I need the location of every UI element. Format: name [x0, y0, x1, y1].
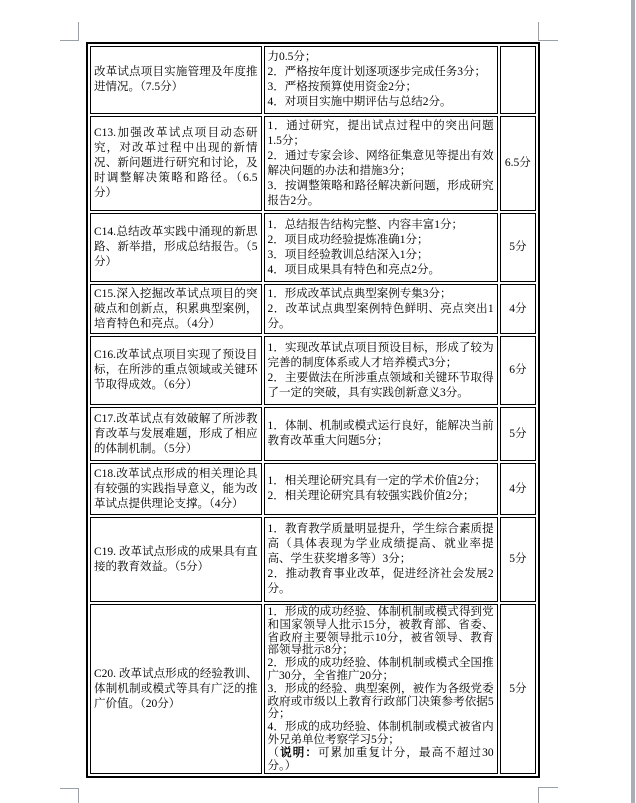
detail-line: 1．通过研究，提出试点过程中的突出问题1.5分； [267, 119, 494, 147]
scoring-details-cell [264, 517, 498, 602]
detail-line: 3．严格按预算使用资金2分； [267, 81, 418, 93]
criteria-cell: C19. 改革试点形成的成果具有直接的教育效益。（5分） [90, 517, 262, 602]
table-row-C15 [90, 284, 536, 334]
score-cell: 5分 [500, 517, 536, 602]
score-cell [500, 46, 536, 114]
score-cell: 4分 [500, 284, 536, 334]
table-row-C12-continued [90, 46, 536, 114]
detail-line: 1．实现改革试点项目预设目标，形成了较为完善的制度体系或人才培养模式3分； [267, 341, 494, 369]
detail-line: 3．项目经验教训总结深入1分； [267, 248, 429, 261]
detail-line: 3．形成的经验、典型案例，被作为各级党委政府或市级以上教育行政部门决策参考依据5分； [267, 682, 494, 721]
detail-line: 2．形成的成功经验、体制机制或模式全国推广30分，全省推广20分； [267, 657, 494, 682]
margin-crop-mark-bottom-left [60, 788, 79, 789]
score-cell: 6分 [500, 336, 536, 405]
table-row-C13 [90, 116, 536, 211]
margin-crop-mark-top-left [60, 40, 79, 41]
margin-crop-mark-bottom-right [538, 787, 558, 788]
table-row-C20 [90, 604, 536, 774]
detail-line: 4．项目成果具有特色和亮点2分。 [267, 263, 441, 276]
detail-line: 3．按调整策略和路径解决新问题，形成研究报告2分。 [267, 179, 494, 207]
note-label: 说明： [280, 746, 319, 759]
score-cell: 5分 [500, 407, 536, 461]
detail-line: 1．总结报告结构完整、内容丰富1分； [267, 218, 464, 231]
score-cell: 5分 [500, 213, 536, 282]
scoring-details-cell [264, 213, 498, 282]
detail-line: 2．推动教育事业改革，促进经济社会发展2分。 [267, 568, 494, 595]
scoring-details-cell [264, 407, 498, 461]
detail-line: 1．形成的成功经验、体制机制或模式得到党和国家领导人批示15分，被教育部、省委、省政府主要领导批示10分，被省领导、教育部领导批示8分； [267, 606, 494, 657]
note-prefix: （ [267, 746, 281, 759]
scoring-details-cell [264, 336, 498, 405]
margin-crop-mark-bottom-right [538, 787, 539, 803]
detail-line: 2．严格按年度计划逐项逐步完成任务3分； [267, 66, 487, 78]
scoring-details-cell [264, 463, 498, 515]
detail-line: 1．形成改革试点典型案例专集3分； [267, 287, 452, 300]
scoring-details-cell [264, 116, 498, 211]
detail-line: 2．主要做法在所涉重点领域和关键环节取得了一定的突破，具有实践创新意义3分。 [267, 371, 494, 399]
criteria-cell: C20. 改革试点形成的经验教训、体制机制或模式等具有广泛的推广价值。（20分） [90, 604, 262, 774]
scoring-details-cell [264, 604, 498, 774]
detail-line: 1．教育教学质量明显提升，学生综合素质提高（具体表现为学业成绩提高、就业率提高、学生获奖增多等）3分； [267, 523, 494, 565]
criteria-cell: C14.总结改革实践中涌现的新思路、新举措，形成总结报告。（5分） [90, 213, 262, 282]
evaluation-rubric-table [86, 42, 540, 778]
table-row-C16 [90, 336, 536, 405]
criteria-cell: 改革试点项目实施管理及年度推进情况。（7.5分） [90, 46, 262, 114]
margin-crop-mark-top-right [538, 40, 558, 41]
table-row-C19 [90, 517, 536, 602]
detail-line: 2．通过专家会诊、网络征集意见等提出有效解决问题的办法和措施3分； [267, 149, 494, 177]
detail-line: 2．项目成功经验提炼准确1分； [267, 233, 429, 246]
scoring-details-cell [264, 46, 498, 114]
detail-line: 2．改革试点典型案例特色鲜明、亮点突出1分。 [267, 302, 494, 330]
table-body [90, 46, 536, 774]
note-text: 可累加重复计分，最高不超过30分。） [267, 746, 494, 772]
detail-line: 4．对项目实施中期评估与总结2分。 [267, 96, 452, 108]
table-row-C18 [90, 463, 536, 515]
criteria-cell: C17.改革试点有效破解了所涉教育改革与发展难题，形成了相应的体制机制。（5分） [90, 407, 262, 461]
window-edge-strip [631, 0, 635, 803]
score-cell: 6.5分 [500, 116, 536, 211]
criteria-cell: C18.改革试点形成的相关理论具有较强的实践指导意义，能为改革试点提供理论支撑。（4分） [90, 463, 262, 515]
table-row-C14 [90, 213, 536, 282]
note-line [268, 747, 494, 773]
table-row-C17 [90, 407, 536, 461]
margin-crop-mark-top-right [538, 22, 539, 41]
detail-line: 1．体制、机制或模式运行良好，能解决当前教育改革重大问题5分； [267, 420, 494, 447]
criteria-cell: C15.深入挖掘改革试点项目的突破点和创新点，积累典型案例，培育特色和亮点。（4分） [90, 284, 262, 334]
detail-line: 2．相关理论研究具有较强实践价值2分； [267, 490, 475, 502]
detail-line: 力0.5分； [267, 51, 317, 63]
detail-line: 1．相关理论研究具有一定的学术价值2分； [267, 475, 487, 487]
margin-crop-mark-top-left [78, 22, 79, 41]
criteria-cell: C16.改革试点项目实现了预设目标，在所涉的重点领域或关键环节取得成效。（6分） [90, 336, 262, 405]
detail-line: 4．形成的成功经验、体制机制或模式被省内外兄弟单位考察学习5分； [267, 721, 494, 746]
score-cell: 5分 [500, 604, 536, 774]
score-cell: 4分 [500, 463, 536, 515]
criteria-cell: C13.加强改革试点项目动态研究，对改革过程中出现的新情况、新问题进行研究和讨论，及时调整解决策略和路径。（6.5分） [90, 116, 262, 211]
scoring-details-cell [264, 284, 498, 334]
margin-crop-mark-bottom-left [78, 788, 79, 803]
